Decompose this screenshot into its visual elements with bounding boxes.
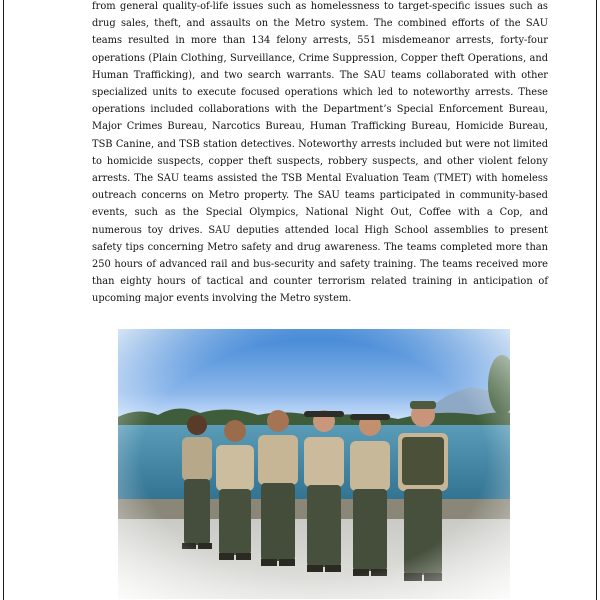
body-paragraph: from general quality-of-life issues such as homelessness to target-specific issues such as drug sales, theft, and assaults on the Metro system. The combined efforts of the SAU teams resulted in more than 134 felony arrests, 551 misdemeanor arrests, forty-four operations (Plain Clothing, Surveillance, Crime Suppression, Copper theft Operations, and Human Trafficking), and two search warrants. The SAU teams collaborated with other specialized units to execute focused operations which led to noteworthy arrests. These operations included collaborations with the Department’s Special Enforcement Bureau, Major Crimes Bureau, Narcotics Bureau, Human Trafficking Bureau, Homicide Bureau, TSB Canine, and TSB station detectives. Noteworthy arrests included but were not limited to homicide suspects, copper theft suspects, robbery suspects, and other violent felony arrests. The SAU teams assisted the TSB Mental Evaluation Team (TMET) with homeless outreach concerns on Metro property. The SAU teams participated in community-based events, such as the Special Olympics, National Night Out, Coffee with a Cop, and numerous toy drives. SAU deputies attended local High School assemblies to present safety tips concerning Metro safety and drug awareness. The teams completed more than 250 hours of advanced rail and bus-security and safety training. The teams received more than eighty hours of tactical and counter terrorism related training in anticipation of upcoming major events involving the Metro system. (92, 1, 548, 305)
team-photo (118, 329, 510, 599)
team-photo-illustration (118, 329, 510, 599)
page-border-left (3, 0, 4, 600)
page-border-right (596, 0, 597, 600)
